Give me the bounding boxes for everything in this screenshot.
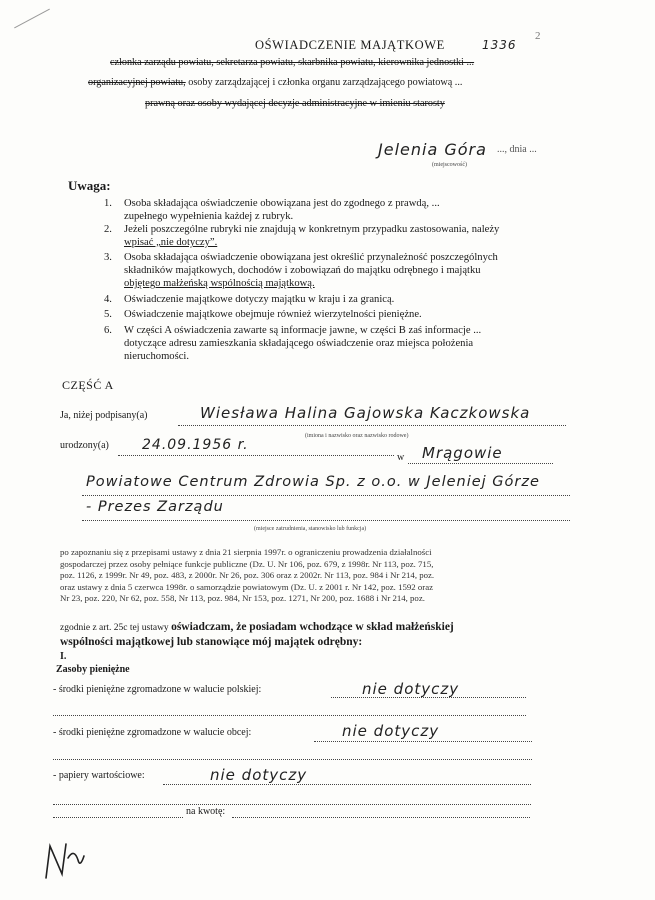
header-line-1: członka zarządu powiatu, sekretarza powiatu, skarbnika powiatu, kierownika jednostki ... — [110, 57, 475, 68]
born-place-line — [408, 463, 553, 464]
statement-line: Nr 23, poz. 220, Nr 62, poz. 558, Nr 113, poz. 984, Nr 153, poz. 1271, Nr 200, poz. 1688 i Nr 214, poz. — [60, 593, 425, 603]
note-line: Jeżeli poszczególne rubryki nie znajdują w konkretnym przypadku zastosowania, należy — [124, 224, 500, 235]
employer-line-1 — [82, 495, 570, 496]
employer-value-1: Powiatowe Centrum Zdrowia Sp. z o.o. w Jeleniej Górze — [86, 474, 540, 490]
signature-initials-icon — [40, 838, 90, 883]
note-line: dotyczące adresu zamieszkania składającego oświadczenie oraz miejsca położenia — [124, 338, 474, 349]
statement-block — [60, 547, 434, 605]
assets-heading: Zasoby pieniężne — [56, 664, 130, 675]
header-line-2-struck: organizacyjnej powiatu, — [88, 77, 186, 88]
securities-label: - papiery wartościowe: — [53, 770, 145, 781]
pln-label: - środki pieniężne zgromadzone w walucie polskiej: — [53, 684, 262, 695]
note-number: 6. — [104, 325, 112, 336]
place-handwritten: Jelenia Góra — [378, 140, 487, 159]
foreign-extra-line — [53, 759, 532, 760]
note-number: 3. — [104, 252, 112, 263]
foreign-label: - środki pieniężne zgromadzone w walucie obcej: — [53, 727, 252, 738]
note-line: W części A oświadczenia zawarte są informacje jawne, w części B zaś informacje ... — [124, 325, 482, 336]
section-a-heading: CZĘŚĆ A — [62, 378, 114, 392]
foreign-line — [314, 741, 532, 742]
name-value: Wiesława Halina Gajowska Kaczkowska — [200, 404, 531, 422]
date-label: ..., dnia ... — [497, 144, 537, 155]
note-item-3 — [104, 251, 498, 290]
note-line: Oświadczenie majątkowe dotyczy majątku w kraju i za granicą. — [124, 294, 395, 305]
note-item-2 — [104, 223, 499, 249]
note-item-6 — [104, 324, 481, 363]
note-number: 4. — [104, 294, 112, 305]
note-number: 5. — [104, 309, 112, 320]
note-line: Oświadczenie majątkowe obejmuje również wierzytelności pieniężne. — [124, 309, 422, 320]
note-line: objętego małżeńską wspólnością majątkową. — [124, 278, 315, 289]
note-line: wpisać „nie dotyczy”. — [124, 237, 218, 248]
declare-inline: oświadczam, że posiadam wchodzące w skład małżeńskiej — [171, 621, 454, 633]
securities-line — [163, 784, 531, 785]
ref-corner: 2 — [535, 30, 541, 42]
foreign-value: nie dotyczy — [342, 722, 440, 740]
born-date-line — [118, 455, 394, 456]
name-label: Ja, niżej podpisany(a) — [60, 410, 148, 421]
margin-mark — [14, 9, 50, 29]
amount-label: na kwotę: — [186, 806, 226, 817]
notes-heading: Uwaga: — [68, 178, 111, 193]
note-line: zupełnego wypełnienia każdej z rubryk. — [124, 211, 294, 222]
born-in-label: w — [397, 452, 405, 463]
amount-pre-line — [53, 817, 183, 818]
employer-line-2 — [82, 520, 570, 521]
note-item-1 — [104, 197, 440, 223]
note-number: 1. — [104, 198, 112, 209]
name-caption: (imiona i nazwisko oraz nazwisko rodowe) — [305, 433, 409, 439]
note-line: nieruchomości. — [124, 351, 190, 362]
place-caption: (miejscowość) — [432, 162, 467, 168]
securities-value: nie dotyczy — [210, 766, 308, 784]
declare-line-2: wspólności majątkowej lub stanowiące mój majątek odrębny: — [60, 636, 363, 648]
pln-extra-line — [53, 715, 526, 716]
born-label: urodzony(a) — [60, 440, 109, 451]
statement-line: poz. 1126, z 1999r. Nr 49, poz. 483, z 2000r. Nr 26, poz. 306 oraz z 2002r. Nr 113, poz. 984 i Nr 214, poz. — [60, 570, 435, 580]
pln-value: nie dotyczy — [362, 680, 460, 698]
name-line — [178, 425, 566, 426]
header-line-3: prawną oraz osoby wydającej decyzje administracyjne w imieniu starosty — [145, 98, 445, 109]
note-line: Osoba składająca oświadczenie obowiązana jest do zgodnego z prawdą, ... — [124, 198, 440, 209]
section-number: I. — [60, 651, 67, 662]
note-line: Osoba składająca oświadczenie obowiązana jest określić przynależność poszczególnych — [124, 252, 498, 263]
securities-extra-line — [53, 804, 531, 805]
note-line: składników majątkowych, dochodów i zobowiązań do majątku odrębnego i majątku — [124, 265, 481, 276]
born-date: 24.09.1956 r. — [142, 437, 249, 453]
born-place: Mrągowie — [422, 444, 503, 462]
employer-value-2: - Prezes Zarządu — [86, 499, 224, 515]
document-title: OŚWIADCZENIE MAJĄTKOWE — [255, 38, 445, 52]
statement-line: zgodnie z art. 25c tej ustawy — [60, 623, 169, 633]
statement-line: gospodarczej przez osoby pełniące funkcje publiczne (Dz. U. Nr 106, poz. 679, z 1998r. Nr 113, poz. 715, — [60, 558, 434, 569]
amount-line — [232, 817, 530, 818]
note-number: 2. — [104, 224, 112, 235]
ref-number: 1336 — [482, 38, 517, 52]
note-item-5 — [104, 308, 422, 321]
header-line-2 — [88, 77, 462, 88]
header-line-2-rest: osoby zarządzającej i członka organu zarządzającego powiatową ... — [188, 77, 463, 88]
statement-line: po zapoznaniu się z przepisami ustawy z dnia 21 sierpnia 1997r. o ograniczeniu prowadzenia działalności — [60, 547, 432, 557]
employer-caption: (miejsce zatrudnienia, stanowisko lub funkcja) — [254, 526, 367, 532]
statement-declare-line — [60, 621, 454, 633]
note-item-4 — [104, 293, 394, 306]
statement-line: oraz ustawy z dnia 5 czerwca 1998r. o samorządzie powiatowym (Dz. U. z 2001 r. Nr 142, poz. 1592 oraz — [60, 581, 434, 592]
